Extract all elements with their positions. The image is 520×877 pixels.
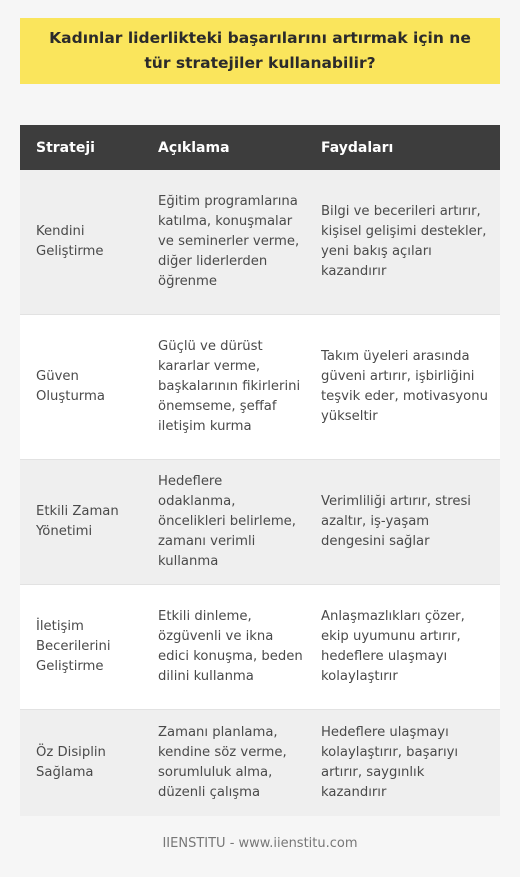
- cell-strategy: İletişim Becerilerini Geliştirme: [36, 619, 111, 674]
- cell-benefits: Anlaşmazlıkları çözer, ekip uyumunu artırır, hedeflere ulaşmayı kolaylaştırır: [321, 609, 465, 684]
- header-benefits: Faydaları: [321, 139, 394, 156]
- table-row: [20, 460, 500, 585]
- cell-description: Güçlü ve dürüst kararlar verme, başkalarının fikirlerini önemseme, şeffaf iletişim kurma: [158, 339, 301, 434]
- cell-benefits: Bilgi ve becerileri artırır, kişisel gelişimi destekler, yeni bakış açıları kazandırır: [321, 204, 487, 279]
- strategy-table: [20, 125, 500, 816]
- cell-strategy: Etkili Zaman Yönetimi: [36, 504, 119, 539]
- page-title: Kadınlar liderlikteki başarılarını artırmak için ne tür stratejiler kullanabilir?: [49, 29, 471, 72]
- cell-description: Etkili dinleme, özgüvenli ve ikna edici konuşma, beden dilini kullanma: [158, 609, 303, 684]
- title-banner: [20, 18, 500, 84]
- cell-strategy: Öz Disiplin Sağlama: [36, 745, 106, 780]
- table-row: [20, 585, 500, 710]
- table-header-row: [20, 125, 500, 170]
- cell-benefits: Verimliliği artırır, stresi azaltır, iş-yaşam dengesini sağlar: [321, 494, 471, 549]
- cell-description: Zamanı planlama, kendine söz verme, sorumluluk alma, düzenli çalışma: [158, 725, 287, 800]
- cell-benefits: Takım üyeleri arasında güveni artırır, işbirliğini teşvik eder, motivasyonu yükseltir: [321, 349, 488, 424]
- cell-strategy: Kendini Geliştirme: [36, 224, 104, 259]
- table-row: [20, 710, 500, 816]
- cell-description: Hedeflere odaklanma, öncelikleri belirleme, zamanı verimli kullanma: [158, 474, 296, 569]
- cell-description: Eğitim programlarına katılma, konuşmalar ve seminerler verme, diğer liderlerden öğrenme: [158, 194, 300, 289]
- header-description: Açıklama: [158, 139, 230, 156]
- cell-strategy: Güven Oluşturma: [36, 369, 105, 404]
- header-strategy: Strateji: [36, 139, 95, 156]
- cell-benefits: Hedeflere ulaşmayı kolaylaştırır, başarıyı artırır, saygınlık kazandırır: [321, 725, 459, 800]
- table-row: [20, 170, 500, 315]
- table-row: [20, 315, 500, 460]
- footer-credit: IIENSTITU - www.iienstitu.com: [162, 836, 358, 851]
